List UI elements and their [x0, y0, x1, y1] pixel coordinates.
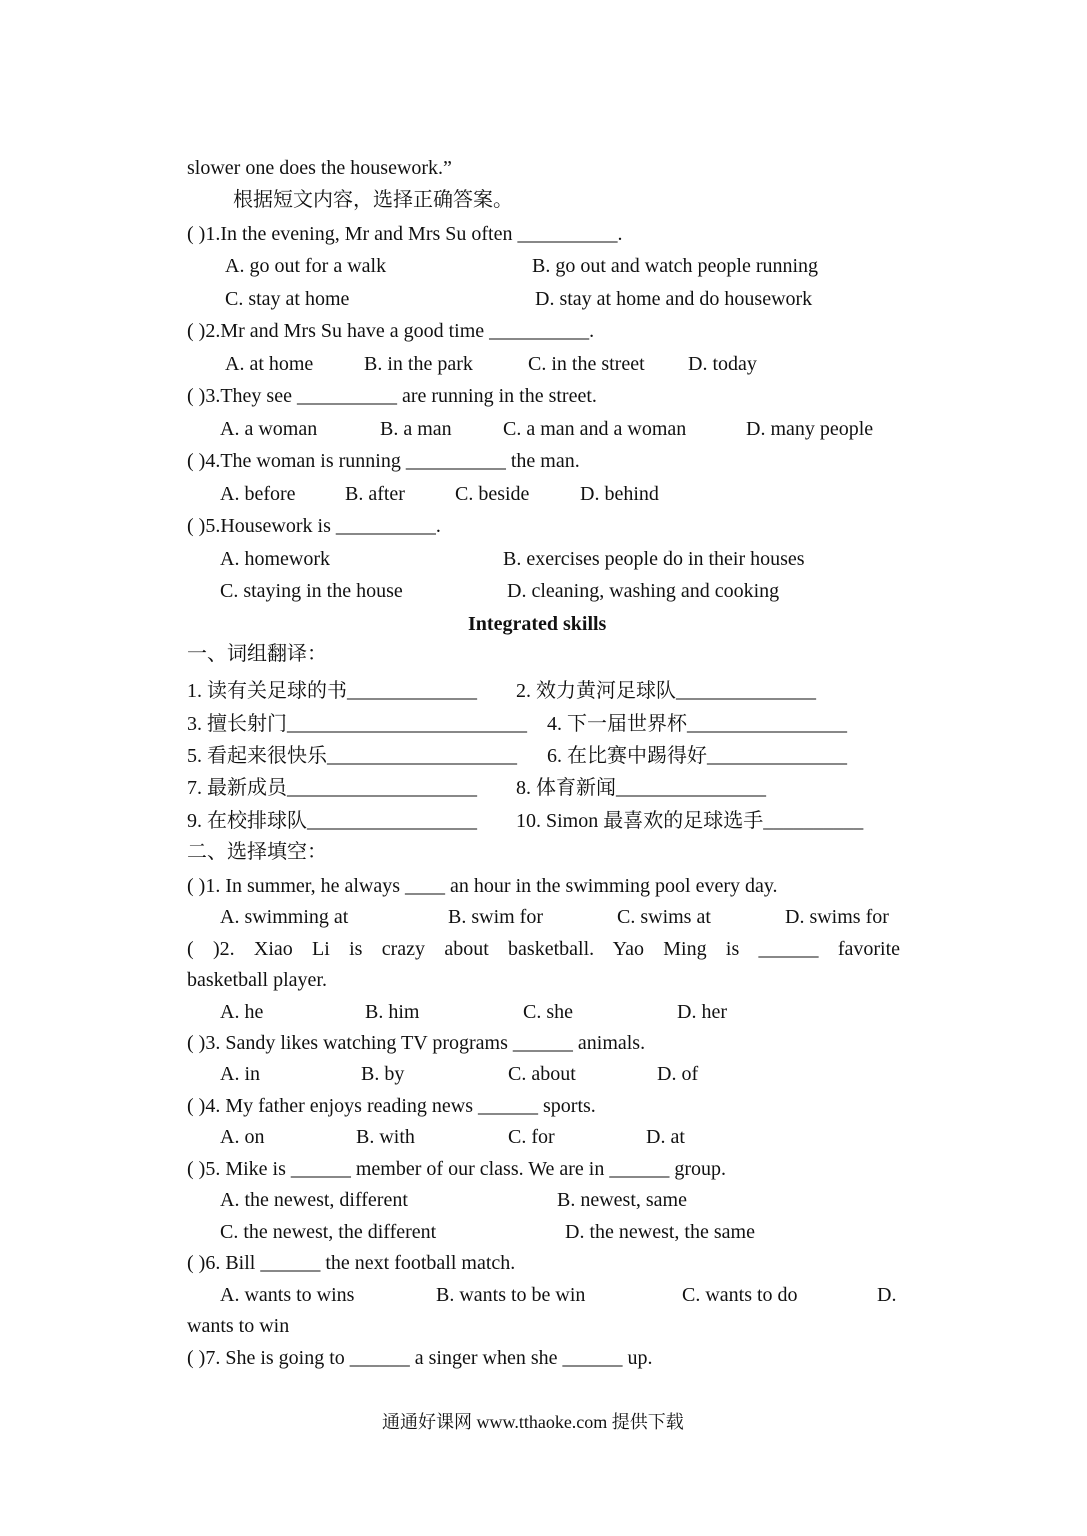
option-r4-a: A. before — [220, 483, 296, 505]
option-c2-b: B. him — [365, 1001, 420, 1023]
option-r2-b: B. in the park — [364, 353, 473, 375]
reading-instruction: 根据短文内容，选择正确答案。 — [233, 189, 513, 211]
question-r4: ( )4.The woman is running __________ the man. — [187, 450, 580, 472]
option-c6-a: A. wants to wins — [220, 1284, 355, 1306]
option-r5-a: A. homework — [220, 548, 330, 570]
option-r2-d: D. today — [688, 353, 757, 375]
option-c5-d: D. the newest, the same — [565, 1221, 755, 1243]
phrase-6: 6. 在比赛中踢得好______________ — [547, 745, 847, 767]
option-r4-c: C. beside — [455, 483, 530, 505]
option-c3-c: C. about — [508, 1063, 576, 1085]
phrase-10: 10. Simon 最喜欢的足球选手__________ — [516, 810, 864, 832]
option-c1-a: A. swimming at — [220, 906, 349, 928]
phrase-1: 1. 读有关足球的书_____________ — [187, 680, 477, 702]
option-c5-c: C. the newest, the different — [220, 1221, 437, 1243]
phrase-2: 2. 效力黄河足球队______________ — [516, 680, 816, 702]
page-footer: 通通好课网 www.tthaoke.com 提供下载 — [382, 1412, 684, 1432]
part-two-title: 二、选择填空： — [187, 841, 327, 863]
question-r5: ( )5.Housework is __________. — [187, 515, 441, 537]
option-r2-c: C. in the street — [528, 353, 645, 375]
question-c2-continued: basketball player. — [187, 969, 327, 991]
passage-end-line: slower one does the housework.” — [187, 157, 452, 179]
option-c1-d: D. swims for — [785, 906, 889, 928]
option-r4-d: D. behind — [580, 483, 659, 505]
section-heading: Integrated skills — [468, 613, 607, 635]
option-r3-c: C. a man and a woman — [503, 418, 687, 440]
option-r3-b: B. a man — [380, 418, 452, 440]
option-c6-c: C. wants to do — [682, 1284, 798, 1306]
part-one-title: 一、词组翻译： — [187, 643, 327, 665]
phrase-3: 3. 擅长射门________________________ — [187, 713, 527, 735]
option-c2-c: C. she — [523, 1001, 573, 1023]
option-c2-a: A. he — [220, 1001, 264, 1023]
question-c4: ( )4. My father enjoys reading news ______ sports. — [187, 1095, 596, 1117]
question-c3: ( )3. Sandy likes watching TV programs ______ animals. — [187, 1032, 646, 1054]
question-c2: ( )2. Xiao Li is crazy about basketball. Yao Ming is ______ favorite — [187, 938, 900, 960]
question-c6: ( )6. Bill ______ the next football match. — [187, 1252, 516, 1274]
option-r3-d: D. many people — [746, 418, 874, 440]
option-c2-d: D. her — [677, 1001, 727, 1023]
phrase-9: 9. 在校排球队_________________ — [187, 810, 477, 832]
phrase-8: 8. 体育新闻_______________ — [516, 777, 766, 799]
option-r4-b: B. after — [345, 483, 405, 505]
option-c4-d: D. at — [646, 1126, 685, 1148]
phrase-5: 5. 看起来很快乐___________________ — [187, 745, 517, 767]
option-r2-a: A. at home — [225, 353, 314, 375]
option-c6-b: B. wants to be win — [436, 1284, 586, 1306]
option-c5-b: B. newest, same — [557, 1189, 687, 1211]
option-r3-a: A. a woman — [220, 418, 318, 440]
option-c3-d: D. of — [657, 1063, 699, 1085]
option-c6-d-label: D. — [877, 1284, 897, 1306]
question-r3: ( )3.They see __________ are running in the street. — [187, 385, 597, 407]
question-c5: ( )5. Mike is ______ member of our class. We are in ______ group. — [187, 1158, 727, 1180]
option-r1-a: A. go out for a walk — [225, 255, 387, 277]
option-c4-c: C. for — [508, 1126, 555, 1148]
question-c7: ( )7. She is going to ______ a singer when she ______ up. — [187, 1347, 653, 1369]
option-r1-b: B. go out and watch people running — [532, 255, 819, 277]
option-r1-d: D. stay at home and do housework — [535, 288, 813, 310]
question-r2: ( )2.Mr and Mrs Su have a good time __________. — [187, 320, 595, 342]
option-c3-a: A. in — [220, 1063, 260, 1085]
option-c3-b: B. by — [361, 1063, 405, 1085]
option-c1-c: C. swims at — [617, 906, 711, 928]
option-c6-d-text: wants to win — [187, 1315, 290, 1337]
option-c4-a: A. on — [220, 1126, 265, 1148]
option-r5-c: C. staying in the house — [220, 580, 403, 602]
phrase-7: 7. 最新成员___________________ — [187, 777, 477, 799]
option-r5-d: D. cleaning, washing and cooking — [507, 580, 780, 602]
question-c1: ( )1. In summer, he always ____ an hour in the swimming pool every day. — [187, 875, 778, 897]
option-r5-b: B. exercises people do in their houses — [503, 548, 805, 570]
option-c4-b: B. with — [356, 1126, 415, 1148]
option-c5-a: A. the newest, different — [220, 1189, 408, 1211]
question-r1: ( )1.In the evening, Mr and Mrs Su often __________. — [187, 223, 623, 245]
option-c1-b: B. swim for — [448, 906, 543, 928]
option-r1-c: C. stay at home — [225, 288, 350, 310]
phrase-4: 4. 下一届世界杯________________ — [547, 713, 847, 735]
